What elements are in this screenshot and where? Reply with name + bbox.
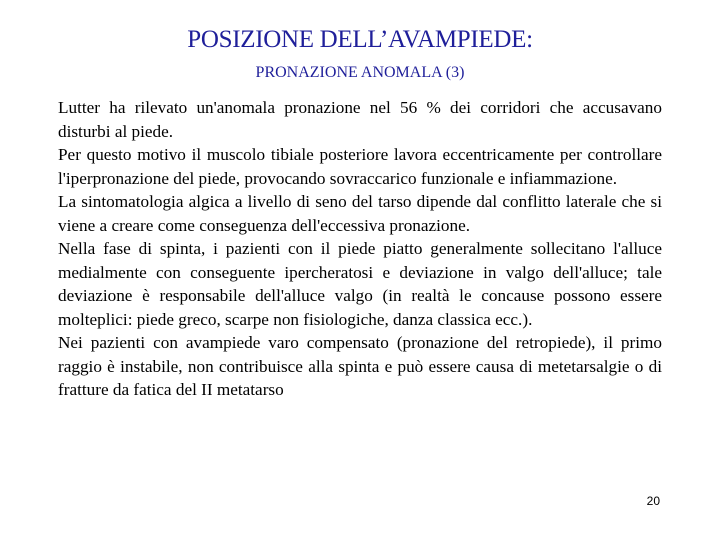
body-paragraph: Nei pazienti con avampiede varo compensato (pronazione del retropiede), il primo raggio è instabile, non contribuisce alla spinta e può essere causa di metetarsalgie o di fratture da fatica del II metatarso <box>58 333 662 399</box>
body-paragraph: Lutter ha rilevato un'anomala pronazione nel 56 % dei corridori che accusavano disturbi al piede. <box>58 98 662 141</box>
slide-title: POSIZIONE DELL’AVAMPIEDE: <box>187 26 533 53</box>
slide-subtitle: PRONAZIONE ANOMALA (3) <box>255 64 465 81</box>
body-paragraph: Nella fase di spinta, i pazienti con il piede piatto generalmente sollecitano l'alluce medialmente con conseguente ipercheratosi e deviazione in valgo dell'alluce; tale deviazione è responsabile dell'alluce valgo (in realtà le concause possono essere molteplici: piede greco, scarpe non fisiologiche, danza classica ecc.). <box>58 239 662 329</box>
body-paragraph: La sintomatologia algica a livello di seno del tarso dipende dal conflitto laterale che si viene a creare come conseguenza dell'eccessiva pronazione. <box>58 192 662 235</box>
page-number: 20 <box>646 494 660 508</box>
body-paragraph: Per questo motivo il muscolo tibiale posteriore lavora eccentricamente per controllare l'iperpronazione del piede, provocando sovraccarico funzionale e infiammazione. <box>58 145 662 188</box>
slide-body <box>58 96 662 402</box>
